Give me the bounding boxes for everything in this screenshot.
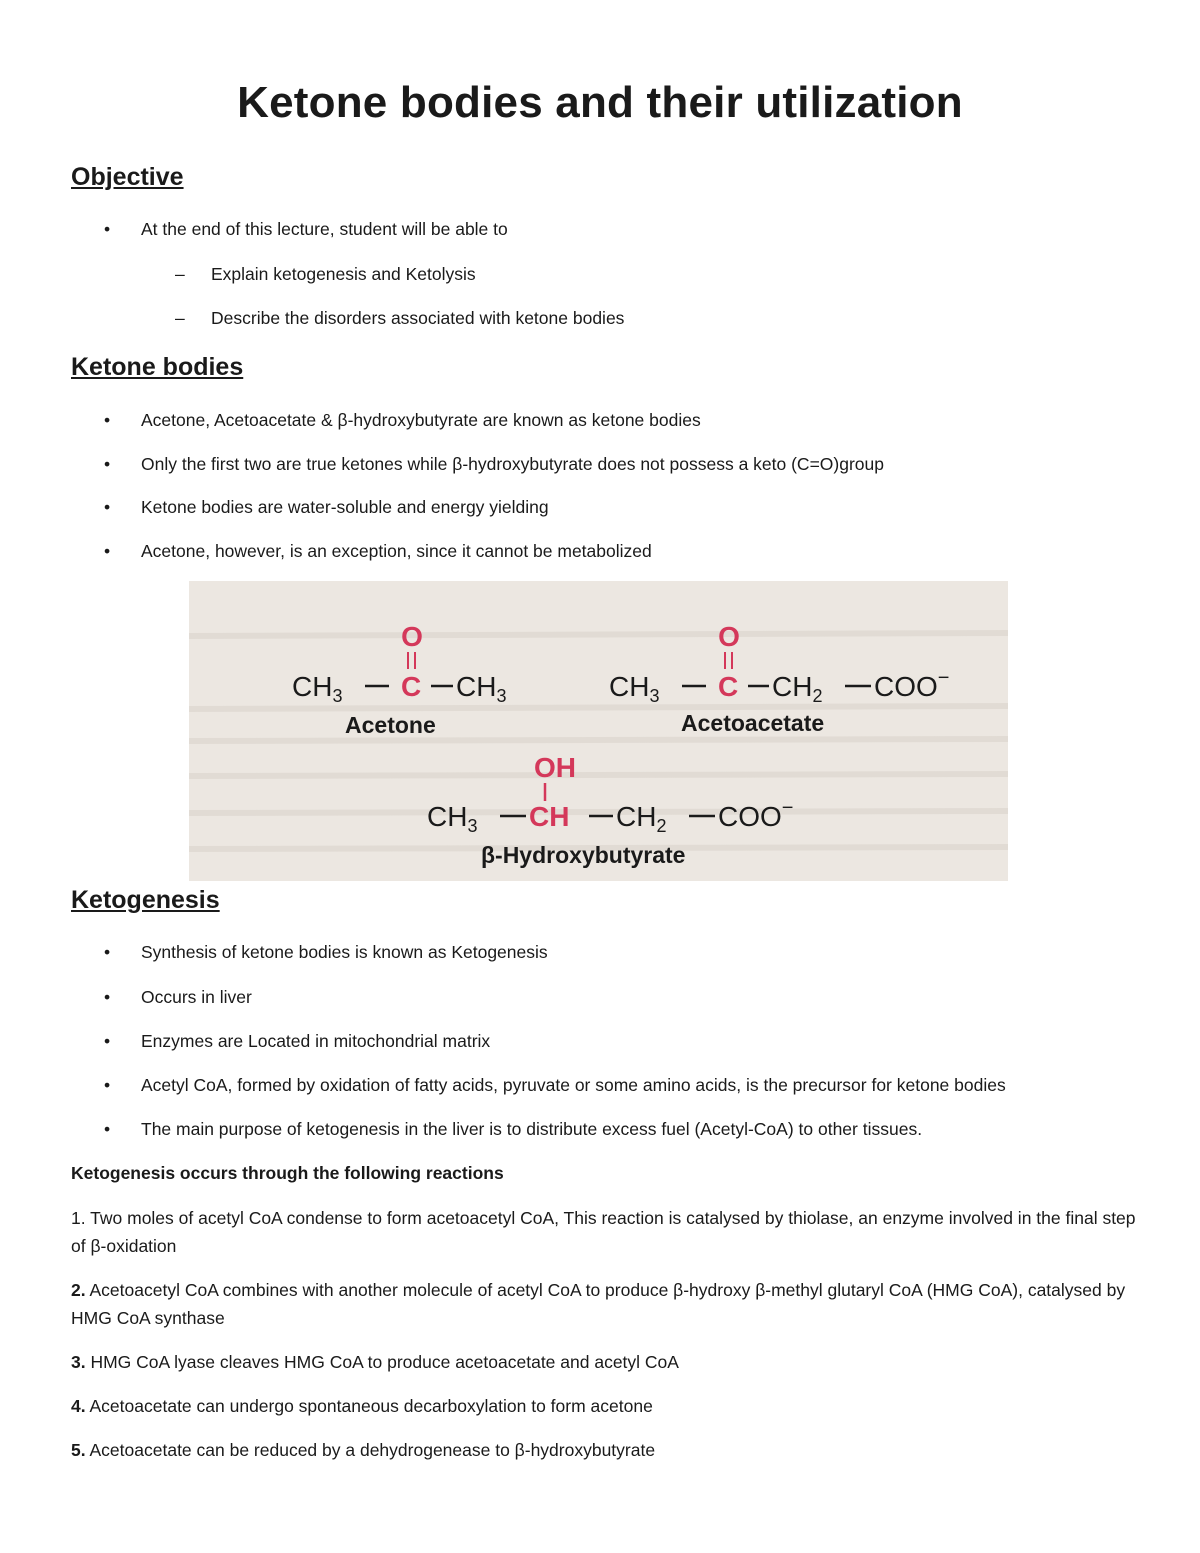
bullet-text: Ketone bodies are water-soluble and energy yielding <box>141 497 549 517</box>
reaction-text: Acetoacetyl CoA combines with another molecule of acetyl CoA to produce β-hydroxy β-methyl glutaryl CoA (HMG CoA), catalysed by HMG CoA synthase <box>71 1280 1126 1328</box>
page-title: Ketone bodies and their utilization <box>237 78 963 127</box>
reaction-number: 4. <box>71 1396 86 1416</box>
reaction-text: HMG CoA lyase cleaves HMG CoA to produce acetoacetate and acetyl CoA <box>85 1352 679 1372</box>
bullet-icon: • <box>104 541 111 561</box>
acetoacetate-structure <box>609 621 949 736</box>
reaction-number: 2. <box>71 1280 86 1300</box>
acetone-ch3-right: $CH_3$ <box>456 671 507 706</box>
ketone-structures-figure <box>189 581 1008 881</box>
acetoacetate-coo: COO− <box>874 667 950 702</box>
acetone-carbon: C <box>401 671 422 702</box>
reaction-item <box>71 1204 1136 1260</box>
objective-heading: Objective <box>71 163 184 191</box>
reaction-item <box>71 1436 1136 1464</box>
bullet-text: The main purpose of ketogenesis in the liver is to distribute excess fuel (Acetyl-CoA) to other tissues. <box>141 1119 923 1139</box>
bullet-icon: • <box>104 497 111 517</box>
acetone-oxygen: O <box>401 621 423 652</box>
hydroxybutyrate-coo: COO− <box>718 797 794 832</box>
acetoacetate-oxygen: O <box>718 621 740 652</box>
reaction-item <box>71 1392 1136 1420</box>
hydroxybutyrate-ch3: $CH_3$ <box>427 801 478 836</box>
bullet-text: At the end of this lecture, student will be able to <box>141 219 508 239</box>
bullet-icon: • <box>104 219 111 239</box>
hydroxybutyrate-ch2: $CH_2$ <box>616 801 667 836</box>
bullet-text: Enzymes are Located in mitochondrial matrix <box>141 1031 491 1051</box>
reaction-text: Acetoacetate can undergo spontaneous decarboxylation to form acetone <box>85 1396 653 1416</box>
bullet-icon: • <box>104 410 111 430</box>
bullet-icon: • <box>104 987 111 1007</box>
bullet-text: Synthesis of ketone bodies is known as Ketogenesis <box>141 942 548 962</box>
acetone-structure <box>292 621 506 738</box>
reaction-item <box>71 1348 1136 1376</box>
bullet-text: Acetone, Acetoacetate & β-hydroxybutyrate are known as ketone bodies <box>141 410 701 430</box>
bullet-text: Occurs in liver <box>141 987 252 1007</box>
ketogenesis-heading: Ketogenesis <box>71 886 220 914</box>
bullet-text: Only the first two are true ketones while β-hydroxybutyrate does not possess a keto (C=O)group <box>141 454 884 474</box>
structures-svg <box>189 581 1008 881</box>
acetoacetate-carbon: C <box>718 671 739 702</box>
reaction-item <box>71 1276 1136 1332</box>
hydroxybutyrate-oh: OH <box>534 752 576 783</box>
reaction-text: Acetoacetate can be reduced by a dehydrogenease to β-hydroxybutyrate <box>85 1440 656 1460</box>
dash-icon: – <box>175 308 185 328</box>
ketone-bodies-heading: Ketone bodies <box>71 353 244 381</box>
dash-icon: – <box>175 264 185 284</box>
bullet-icon: • <box>104 1119 111 1139</box>
bullet-icon: • <box>104 454 111 474</box>
acetoacetate-ch3: $CH_3$ <box>609 671 660 706</box>
bullet-icon: • <box>104 1075 111 1095</box>
reaction-number: 3. <box>71 1352 86 1372</box>
acetone-ch3-left: $CH_3$ <box>292 671 343 706</box>
objective-item-text: Explain ketogenesis and Ketolysis <box>211 264 476 284</box>
objective-item-text: Describe the disorders associated with ketone bodies <box>211 308 625 328</box>
reaction-text: Two moles of acetyl CoA condense to form acetoacetyl CoA, This reaction is catalysed by thiolase, an enzyme involved in the final step of β-oxidation <box>71 1208 1136 1256</box>
reaction-number: 5. <box>71 1440 86 1460</box>
acetoacetate-ch2: $CH_2$ <box>772 671 823 706</box>
acetone-label: Acetone <box>345 712 436 738</box>
hydroxybutyrate-label: β-Hydroxybutyrate <box>481 842 686 868</box>
acetoacetate-label: Acetoacetate <box>681 710 825 736</box>
bullet-icon: • <box>104 942 111 962</box>
reaction-number: 1. <box>71 1208 86 1228</box>
bullet-text: Acetone, however, is an exception, since it cannot be metabolized <box>141 541 652 561</box>
reactions-heading: Ketogenesis occurs through the following reactions <box>71 1163 504 1183</box>
bullet-icon: • <box>104 1031 111 1051</box>
hydroxybutyrate-ch: CH <box>529 801 570 832</box>
bullet-text: Acetyl CoA, formed by oxidation of fatty acids, pyruvate or some amino acids, is the precursor for ketone bodies <box>141 1075 1006 1095</box>
